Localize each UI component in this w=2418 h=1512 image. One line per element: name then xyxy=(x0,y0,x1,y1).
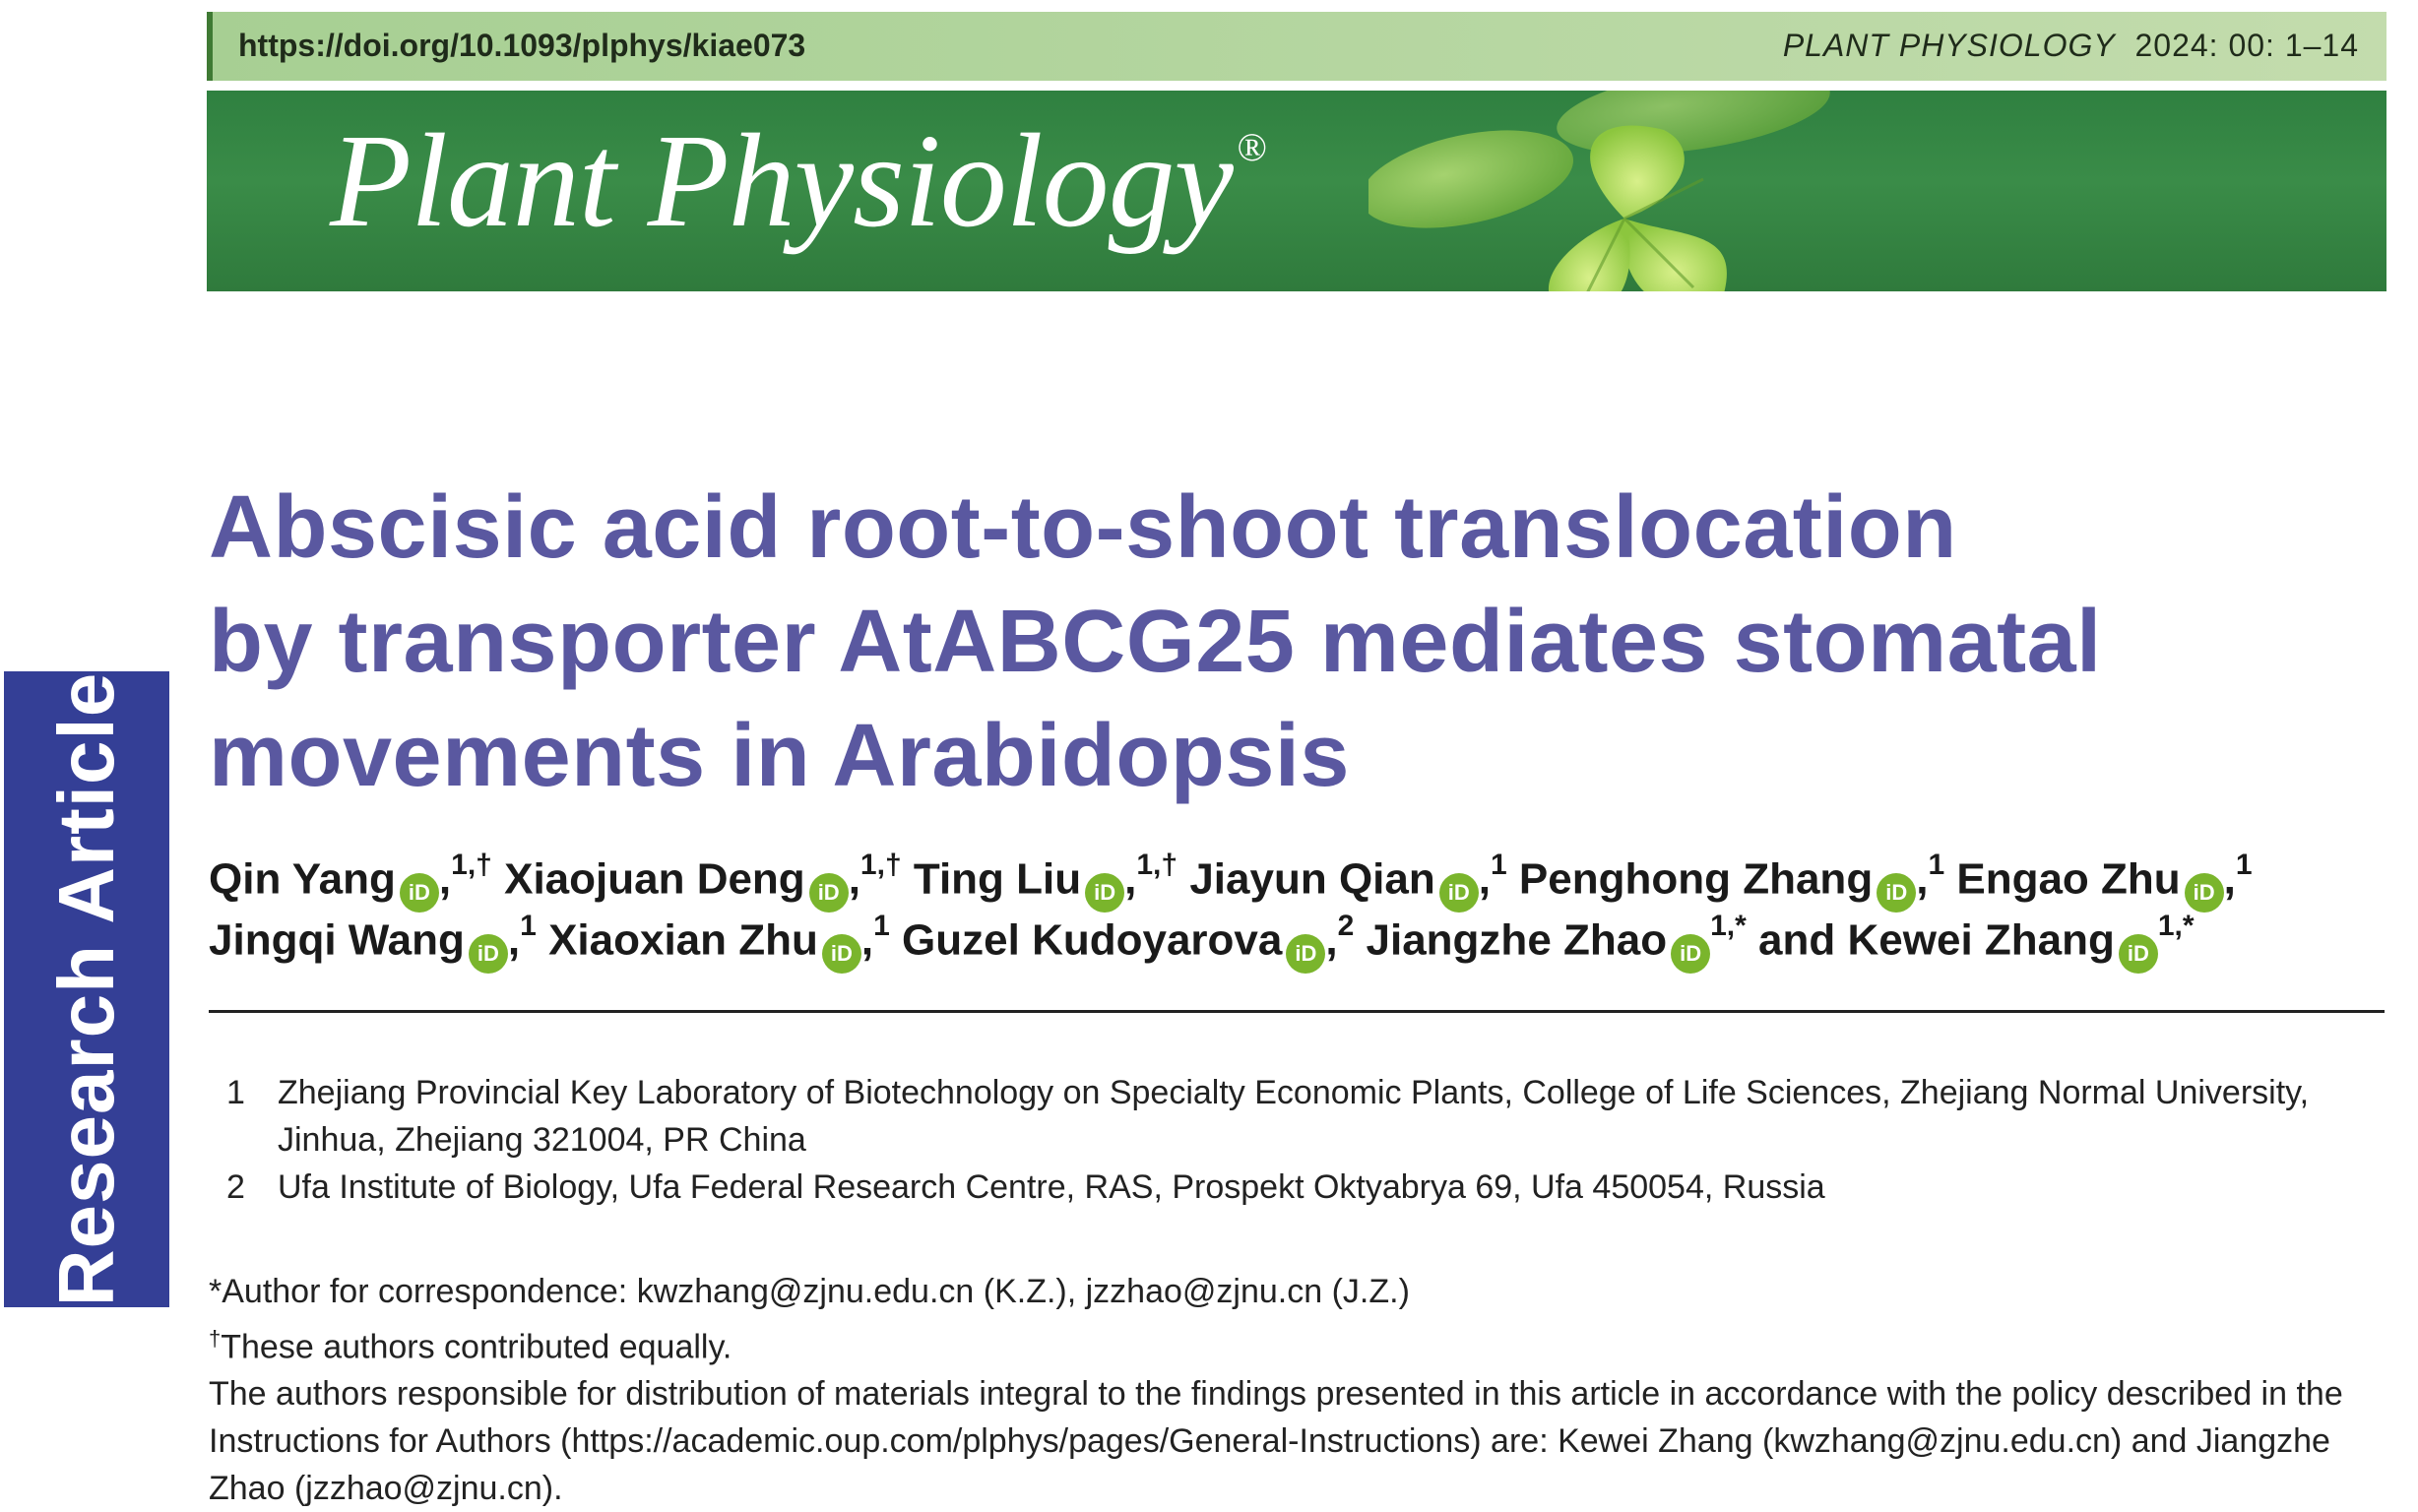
author-separator: , xyxy=(507,915,521,965)
affiliation-list xyxy=(226,1069,2392,1211)
title-line: by transporter AtABCG25 mediates stomatal xyxy=(209,593,2102,691)
section-divider xyxy=(209,1010,2385,1013)
author-name: Penghong Zhang xyxy=(1518,854,1874,904)
author-affiliation-mark: 1 xyxy=(2235,849,2253,881)
author-name: Jiayun Qian xyxy=(1189,854,1435,904)
affiliation-text: Ufa Institute of Biology, Ufa Federal Research Centre, RAS, Prospekt Oktyabrya 69, Ufa 450054, Russia xyxy=(278,1168,1825,1206)
author-affiliation-mark: 1,† xyxy=(859,849,902,881)
author-separator: , xyxy=(438,854,452,904)
affiliation-item xyxy=(226,1069,2392,1164)
author-separator: , xyxy=(1916,854,1929,904)
orcid-icon[interactable]: iD xyxy=(1286,934,1325,974)
journal-logo-text: Plant Physiology xyxy=(330,107,1233,255)
author-name: Xiaoxian Zhu xyxy=(548,915,818,965)
author-name: Xiaojuan Deng xyxy=(504,854,805,904)
title-line: movements in Arabidopsis xyxy=(209,707,1350,805)
author-affiliation-mark: 1 xyxy=(1490,849,1507,881)
dagger-mark: † xyxy=(209,1326,222,1351)
journal-name: PLANT PHYSIOLOGY xyxy=(1782,28,2116,63)
orcid-icon[interactable]: iD xyxy=(822,934,861,974)
orcid-icon[interactable]: iD xyxy=(1085,873,1124,913)
author-name: Guzel Kudoyarova xyxy=(902,915,1283,965)
doi-link[interactable]: https://doi.org/10.1093/plphys/kiae073 xyxy=(238,28,806,63)
journal-logo xyxy=(330,107,1266,255)
author-affiliation-mark: 1,* xyxy=(1710,910,1747,942)
journal-volume: 2024: 00: 1–14 xyxy=(2134,28,2359,63)
article-type-label: Research Article xyxy=(42,671,130,1307)
affiliation-item xyxy=(226,1164,2392,1211)
leaf-illustration xyxy=(1368,91,1920,291)
correspondence-note: *Author for correspondence: kwzhang@zjnu.edu.cn (K.Z.), jzzhao@zjnu.cn (J.Z.) xyxy=(209,1273,1410,1310)
author-separator: , xyxy=(1325,915,1338,965)
author-separator: , xyxy=(1478,854,1491,904)
author-separator: , xyxy=(2223,854,2236,904)
orcid-icon[interactable]: iD xyxy=(1877,873,1916,913)
author-name: Jingqi Wang xyxy=(209,915,465,965)
author-name: Engao Zhu xyxy=(1956,854,2181,904)
author-affiliation-mark: 1 xyxy=(520,910,537,942)
author-name: Jiangzhe Zhao xyxy=(1366,915,1668,965)
journal-banner xyxy=(207,91,2386,291)
article-type-tab xyxy=(4,671,169,1307)
author-affiliation-mark: 1 xyxy=(1928,849,1945,881)
orcid-icon[interactable]: iD xyxy=(1439,873,1479,913)
author-affiliation-mark: 1 xyxy=(873,910,890,942)
header-bar xyxy=(207,12,2386,81)
affiliation-number: 1 xyxy=(226,1074,245,1111)
affiliation-number: 2 xyxy=(226,1168,245,1206)
author-affiliation-mark: 2 xyxy=(1337,910,1355,942)
author-separator: , xyxy=(860,915,874,965)
author-separator: , xyxy=(1124,854,1137,904)
equal-contribution-text: These authors contributed equally. xyxy=(221,1328,732,1366)
author-row xyxy=(209,839,2404,905)
author-list xyxy=(209,839,2404,966)
author-separator: , xyxy=(848,854,860,904)
equal-contribution-note xyxy=(209,1315,2389,1370)
author-conjunction: and xyxy=(1758,915,1848,965)
distribution-note: The authors responsible for distribution of materials integral to the findings presented in this article in accordance with the policy described in the Instructions for Authors (https://academic.oup.com/plphys/pages/General-Instructions) are: Kewei Zhang (kwzhang@zjnu.edu.cn) and Jiangzhe Zhao (jzzhao@zjnu.cn). xyxy=(209,1375,2343,1508)
orcid-icon[interactable]: iD xyxy=(2185,873,2224,913)
author-name: Kewei Zhang xyxy=(1847,915,2115,965)
title-line: Abscisic acid root-to-shoot translocation xyxy=(209,478,1957,577)
author-row xyxy=(209,900,2404,966)
registered-mark: ® xyxy=(1236,125,1266,169)
author-affiliation-mark: 1,† xyxy=(1136,849,1178,881)
orcid-icon[interactable]: iD xyxy=(1671,934,1710,974)
journal-citation xyxy=(1783,28,2359,64)
orcid-icon[interactable]: iD xyxy=(2119,934,2158,974)
orcid-icon[interactable]: iD xyxy=(400,873,439,913)
orcid-icon[interactable]: iD xyxy=(469,934,508,974)
author-notes xyxy=(209,1268,2389,1512)
author-name: Qin Yang xyxy=(209,854,396,904)
author-affiliation-mark: 1,† xyxy=(451,849,492,881)
author-name: Ting Liu xyxy=(913,854,1082,904)
article-title xyxy=(209,471,2178,813)
affiliation-text: Zhejiang Provincial Key Laboratory of Biotechnology on Specialty Economic Plants, College of Life Sciences, Zhejiang Normal University, Jinhua, Zhejiang 321004, PR China xyxy=(278,1074,2310,1159)
orcid-icon[interactable]: iD xyxy=(809,873,849,913)
author-affiliation-mark: 1,* xyxy=(2157,910,2195,942)
